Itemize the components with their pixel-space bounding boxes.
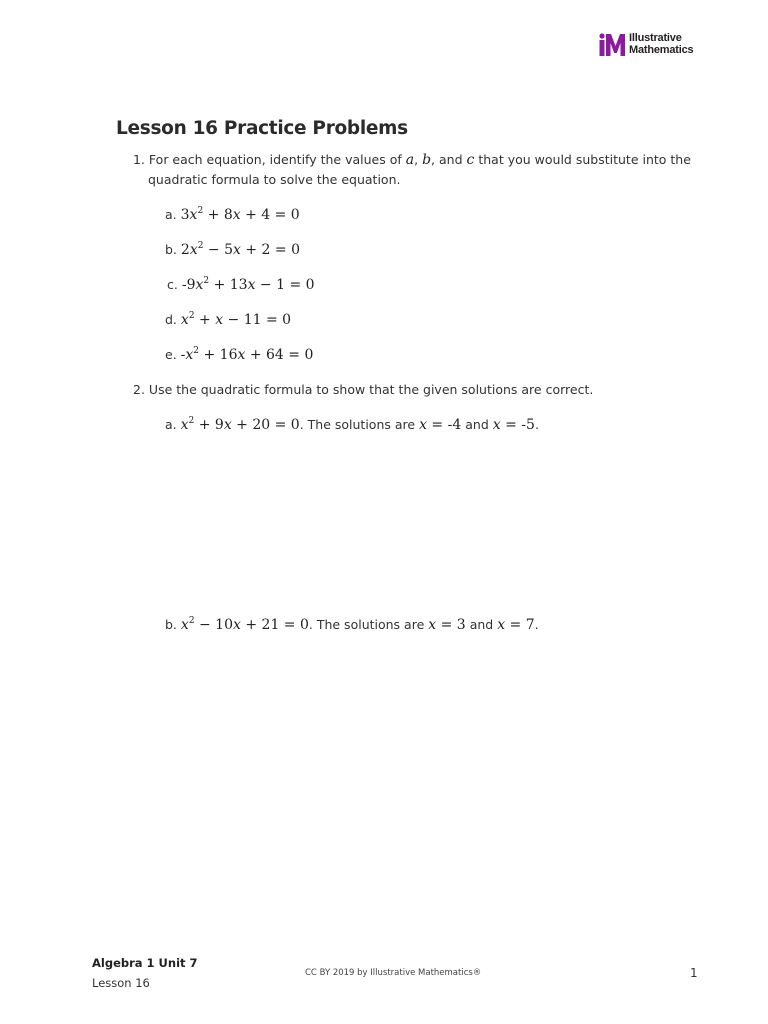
part-label: e. xyxy=(165,347,177,362)
part-label: b. xyxy=(165,617,177,632)
end-period: . xyxy=(534,617,539,632)
equation: $x^2 + x - 11 = 0$ xyxy=(180,311,292,328)
logo-text-line1: Illustrative xyxy=(629,32,682,44)
part-label: a. xyxy=(165,207,177,222)
solution-2: x = 7 xyxy=(497,617,535,633)
problem-1-number: 1. xyxy=(133,152,145,167)
problem-1-part-d xyxy=(165,310,291,330)
equation: $x^2 - 10x + 21 = 0$ xyxy=(180,616,309,633)
problem-2-line-1 xyxy=(133,380,593,400)
problem-2-text: Use the quadratic formula to show that the given solutions are correct. xyxy=(148,382,594,397)
var-c: c xyxy=(466,152,475,168)
equation: $3x^2 + 8x + 4 = 0$ xyxy=(180,206,300,223)
and-text: and xyxy=(465,417,489,432)
solution-1: x = -4 xyxy=(419,417,462,433)
and-text: and xyxy=(439,152,463,167)
solutions-text: . The solutions are xyxy=(308,617,425,632)
solution-1: x = 3 xyxy=(428,617,466,633)
equation: $-9x^2 + 13x - 1 = 0$ xyxy=(181,276,315,293)
and-text: and xyxy=(469,617,494,632)
part-label: d. xyxy=(165,312,177,327)
problem-1-text-post: that you would substitute into the xyxy=(478,152,691,167)
logo-wordmark xyxy=(629,33,693,56)
footer-course: Algebra 1 Unit 7 xyxy=(92,956,198,970)
solution-2: x = -5 xyxy=(492,417,535,433)
problem-1-part-a xyxy=(165,205,300,225)
problem-1-line-1 xyxy=(133,150,691,170)
part-label: b. xyxy=(165,242,177,257)
illustrative-mathematics-logo-icon xyxy=(598,33,626,57)
problem-1-part-c xyxy=(167,275,315,295)
var-a: a xyxy=(405,152,415,168)
footer-lesson: Lesson 16 xyxy=(92,976,150,990)
var-b: b xyxy=(422,152,432,168)
part-label: c. xyxy=(167,277,178,292)
problem-2-number: 2. xyxy=(133,382,145,397)
comma-1: , xyxy=(414,152,419,167)
comma-2: , xyxy=(431,152,436,167)
end-period: . xyxy=(534,417,539,432)
problem-2-part-b xyxy=(165,615,539,635)
solutions-text: . The solutions are xyxy=(299,417,416,432)
equation: $-x^2 + 16x + 64 = 0$ xyxy=(180,346,314,363)
page-title: Lesson 16 Practice Problems xyxy=(116,118,408,139)
problem-1-line-2: quadratic formula to solve the equation. xyxy=(148,172,401,187)
footer-license: CC BY 2019 by Illustrative Mathematics® xyxy=(305,968,482,978)
equation: $2x^2 - 5x + 2 = 0$ xyxy=(180,241,300,258)
problem-2-part-a xyxy=(165,415,539,435)
problem-1-part-b xyxy=(165,240,300,260)
equation: $x^2 + 9x + 20 = 0$ xyxy=(180,416,300,433)
part-label: a. xyxy=(165,417,177,432)
problem-1-text-pre: For each equation, identify the values of xyxy=(148,152,402,167)
logo-text-line2: Mathematics xyxy=(629,43,694,56)
page-number: 1 xyxy=(690,966,698,980)
problem-1-part-e xyxy=(165,345,313,365)
